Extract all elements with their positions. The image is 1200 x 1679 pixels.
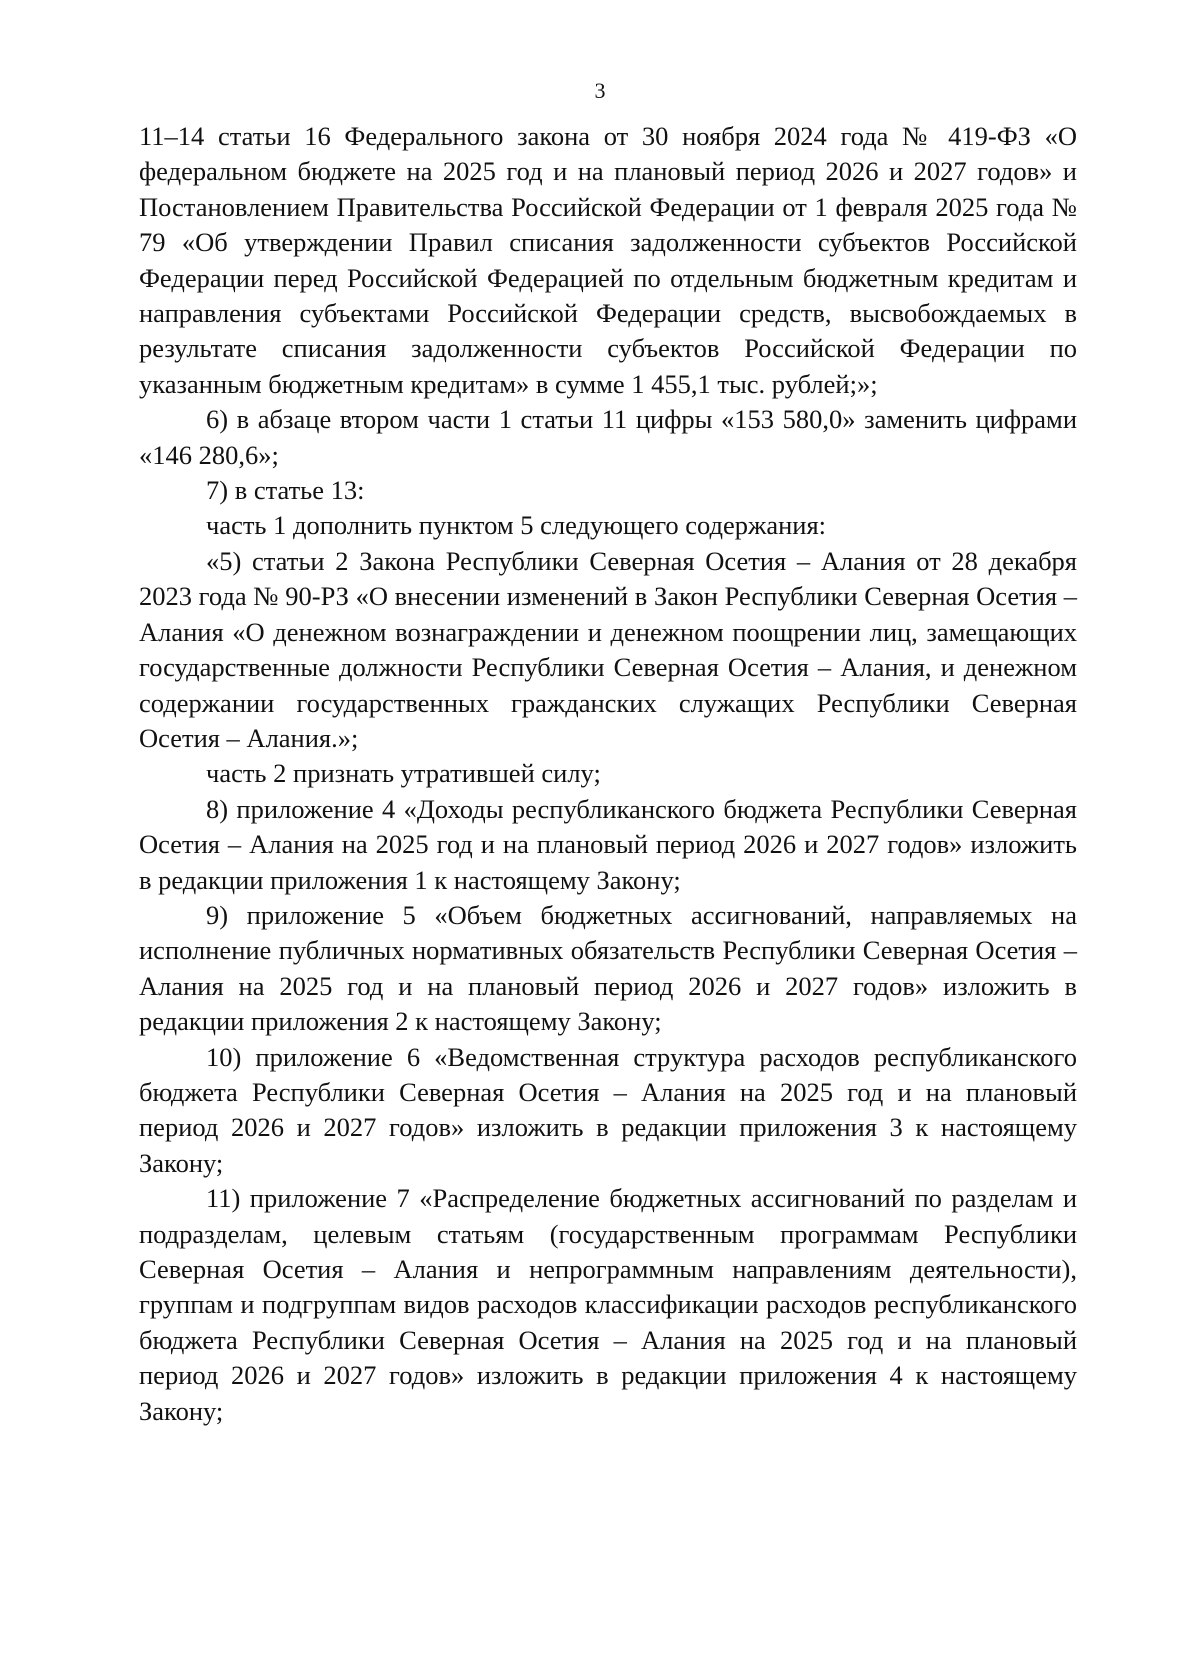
paragraph: 10) приложение 6 «Ведомственная структура расходов республиканского бюджета Республики Северная Осетия – Алания на 2025 год и на плановый период 2026 и 2027 годов» изложить в редакции приложения 3 к настоящему Закону; (139, 1041, 1077, 1178)
document-body (139, 119, 1077, 1429)
paragraph: 9) приложение 5 «Объем бюджетных ассигнований, направляемых на исполнение публичных нормативных обязательств Республики Северная Осетия – Алания на 2025 год и на плановый период 2026 и 2027 годов» изложить в редакции приложения 2 к настоящему Закону; (139, 899, 1077, 1037)
paragraph: 7) в статье 13: (206, 475, 365, 506)
page-number: 3 (594, 78, 606, 103)
paragraph: часть 1 дополнить пунктом 5 следующего содержания: (206, 510, 827, 541)
paragraph: часть 2 признать утратившей силу; (206, 758, 601, 789)
paragraph: «5) статьи 2 Закона Республики Северная Осетия – Алания от 28 декабря 2023 года № 90-РЗ «О внесении изменений в Закон Республики Северная Осетия – Алания «О денежном вознаграждении и денежном поощрении лиц, замещающих государственные должности Республики Северная Осетия – Алания, и денежном содержании государственных гражданских служащих Республики Северная Осетия – Алания.»; (139, 545, 1077, 753)
paragraph: 8) приложение 4 «Доходы республиканского бюджета Республики Северная Осетия – Алания на 2025 год и на плановый период 2026 и 2027 годов» изложить в редакции приложения 1 к настоящему Закону; (139, 793, 1077, 895)
paragraph: 11–14 статьи 16 Федерального закона от 30 ноября 2024 года № 419-ФЗ «О федеральном бюджете на 2025 год и на плановый период 2026 и 2027 годов» и Постановлением Правительства Российской Федерации от 1 февраля 2025 года № 79 «Об утверждении Правил списания задолженности субъектов Российской Федерации перед Российской Федерацией по отдельным бюджетным кредитам и направления субъектами Российской Федерации средств, высвобождаемых в результате списания задолженности субъектов Российской Федерации по указанным бюджетным кредитам» в сумме 1 455,1 тыс. рублей;»; (139, 121, 1077, 399)
paragraph: 11) приложение 7 «Распределение бюджетных ассигнований по разделам и подразделам, целевым статьям (государственным программам Республики Северная Осетия – Алания и непрограммным направлениям деятельности), группам и подгруппам видов расходов классификации расходов республиканского бюджета Республики Северная Осетия – Алания на 2025 год и на плановый период 2026 и 2027 годов» изложить в редакции приложения 4 к настоящему Закону; (139, 1183, 1077, 1426)
paragraph: 6) в абзаце втором части 1 статьи 11 цифры «153 580,0» заменить цифрами «146 280,6»; (139, 404, 1077, 470)
